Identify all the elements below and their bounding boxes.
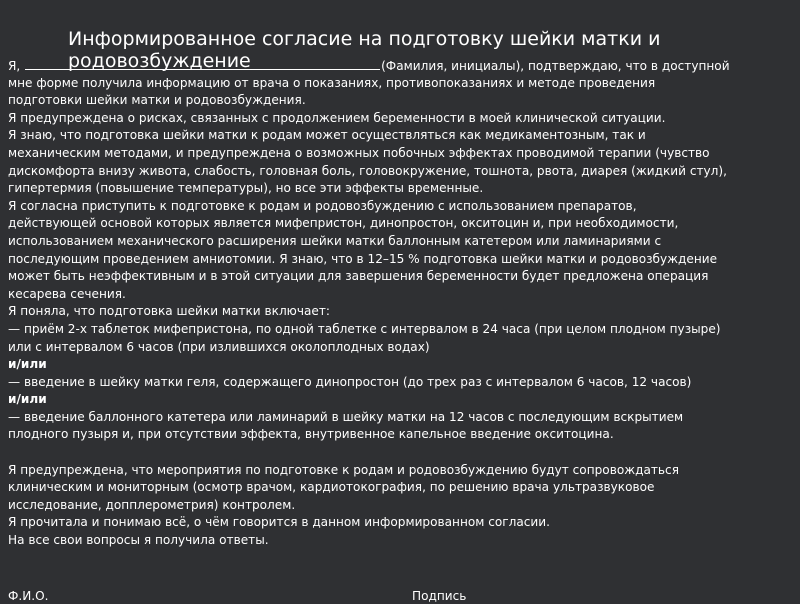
text-line: Я поняла, что подготовка шейки матки включает: <box>8 304 330 319</box>
text-line: Я прочитала и понимаю всё, о чём говорится в данном информированном согласии. <box>8 515 550 530</box>
text-line: кесарева сечения. <box>8 286 126 301</box>
intro-line <box>8 57 792 75</box>
text-line: действующей основой которых является мифепристон, динопростон, окситоцин и, при необходимости, <box>8 216 679 231</box>
text-line: подготовки шейки матки и родовозбуждения. <box>8 93 306 108</box>
and-or-label: и/или <box>8 357 47 372</box>
text-line: механическим методами, и предупреждена о возможных побочных эффектах проводимой терапии (чувство <box>8 145 710 160</box>
text-line: использованием механического расширения шейки матки баллонным катетером или ламинариями с <box>8 233 662 248</box>
text-line: На все свои вопросы я получила ответы. <box>8 533 269 548</box>
text-line: — введение баллонного катетера или ламинарий в шейку матки на 12 часов с последующим вскрытием <box>8 409 684 424</box>
page-title: Информированное согласие на подготовку шейки матки и родовозбуждение <box>68 28 661 72</box>
fio-label: Ф.И.О. <box>8 589 49 603</box>
signature-label: Подпись <box>412 589 467 603</box>
blank-line <box>8 444 792 462</box>
text-line: может быть неэффективным и в этой ситуации для завершения беременности будет предложена операция <box>8 269 709 284</box>
text-line: — введение в шейку матки геля, содержащего динопростон (до трех раз с интервалом 6 часов, 12 часов) <box>8 374 692 389</box>
and-or-label: и/или <box>8 392 47 407</box>
text-line: гипертермия (повышение температуры), но все эти эффекты временные. <box>8 181 484 196</box>
text-line: исследование, допплерометрия) контролем. <box>8 497 296 512</box>
intro-prefix: Я, <box>8 59 25 73</box>
text-line: Я знаю, что подготовка шейки матки к родам может осуществляться как медикаментозным, так и <box>8 128 646 143</box>
text-line: или с интервалом 6 часов (при излившихся околоплодных водах) <box>8 339 430 354</box>
text-line: дискомфорта внизу живота, слабость, головная боль, головокружение, тошнота, рвота, диарея (жидкий стул), <box>8 163 727 178</box>
text-line: клиническим и мониторным (осмотр врачом, кардиотокография, по решению врача ультразвуковое <box>8 480 655 495</box>
text-line: Я предупреждена о рисках, связанных с продолжением беременности в моей клинической ситуации. <box>8 110 666 125</box>
text-line: — приём 2-х таблеток мифепристона, по одной таблетке с интервалом в 24 часа (при целом плодном пузыре) <box>8 321 721 336</box>
text-line: последующим проведением амниотомии. Я знаю, что в 12–15 % подготовка шейки матки и родовозбуждение <box>8 251 718 266</box>
intro-suffix: (Фамилия, инициалы), подтверждаю, что в доступной <box>381 59 730 73</box>
name-blank-field[interactable] <box>25 57 380 70</box>
text-line: Я согласна приступить к подготовке к родам и родовозбуждению с использованием препаратов, <box>8 198 637 213</box>
consent-body <box>8 57 792 550</box>
text-line: плодного пузыря и, при отсутствии эффекта, внутривенное капельное введение окситоцина. <box>8 427 614 442</box>
text-line: Я предупреждена, что мероприятия по подготовке к родам и родовозбуждению будут сопровождаться <box>8 462 679 477</box>
text-line: мне форме получила информацию от врача о показаниях, противопоказаниях и методе проведения <box>8 75 656 90</box>
